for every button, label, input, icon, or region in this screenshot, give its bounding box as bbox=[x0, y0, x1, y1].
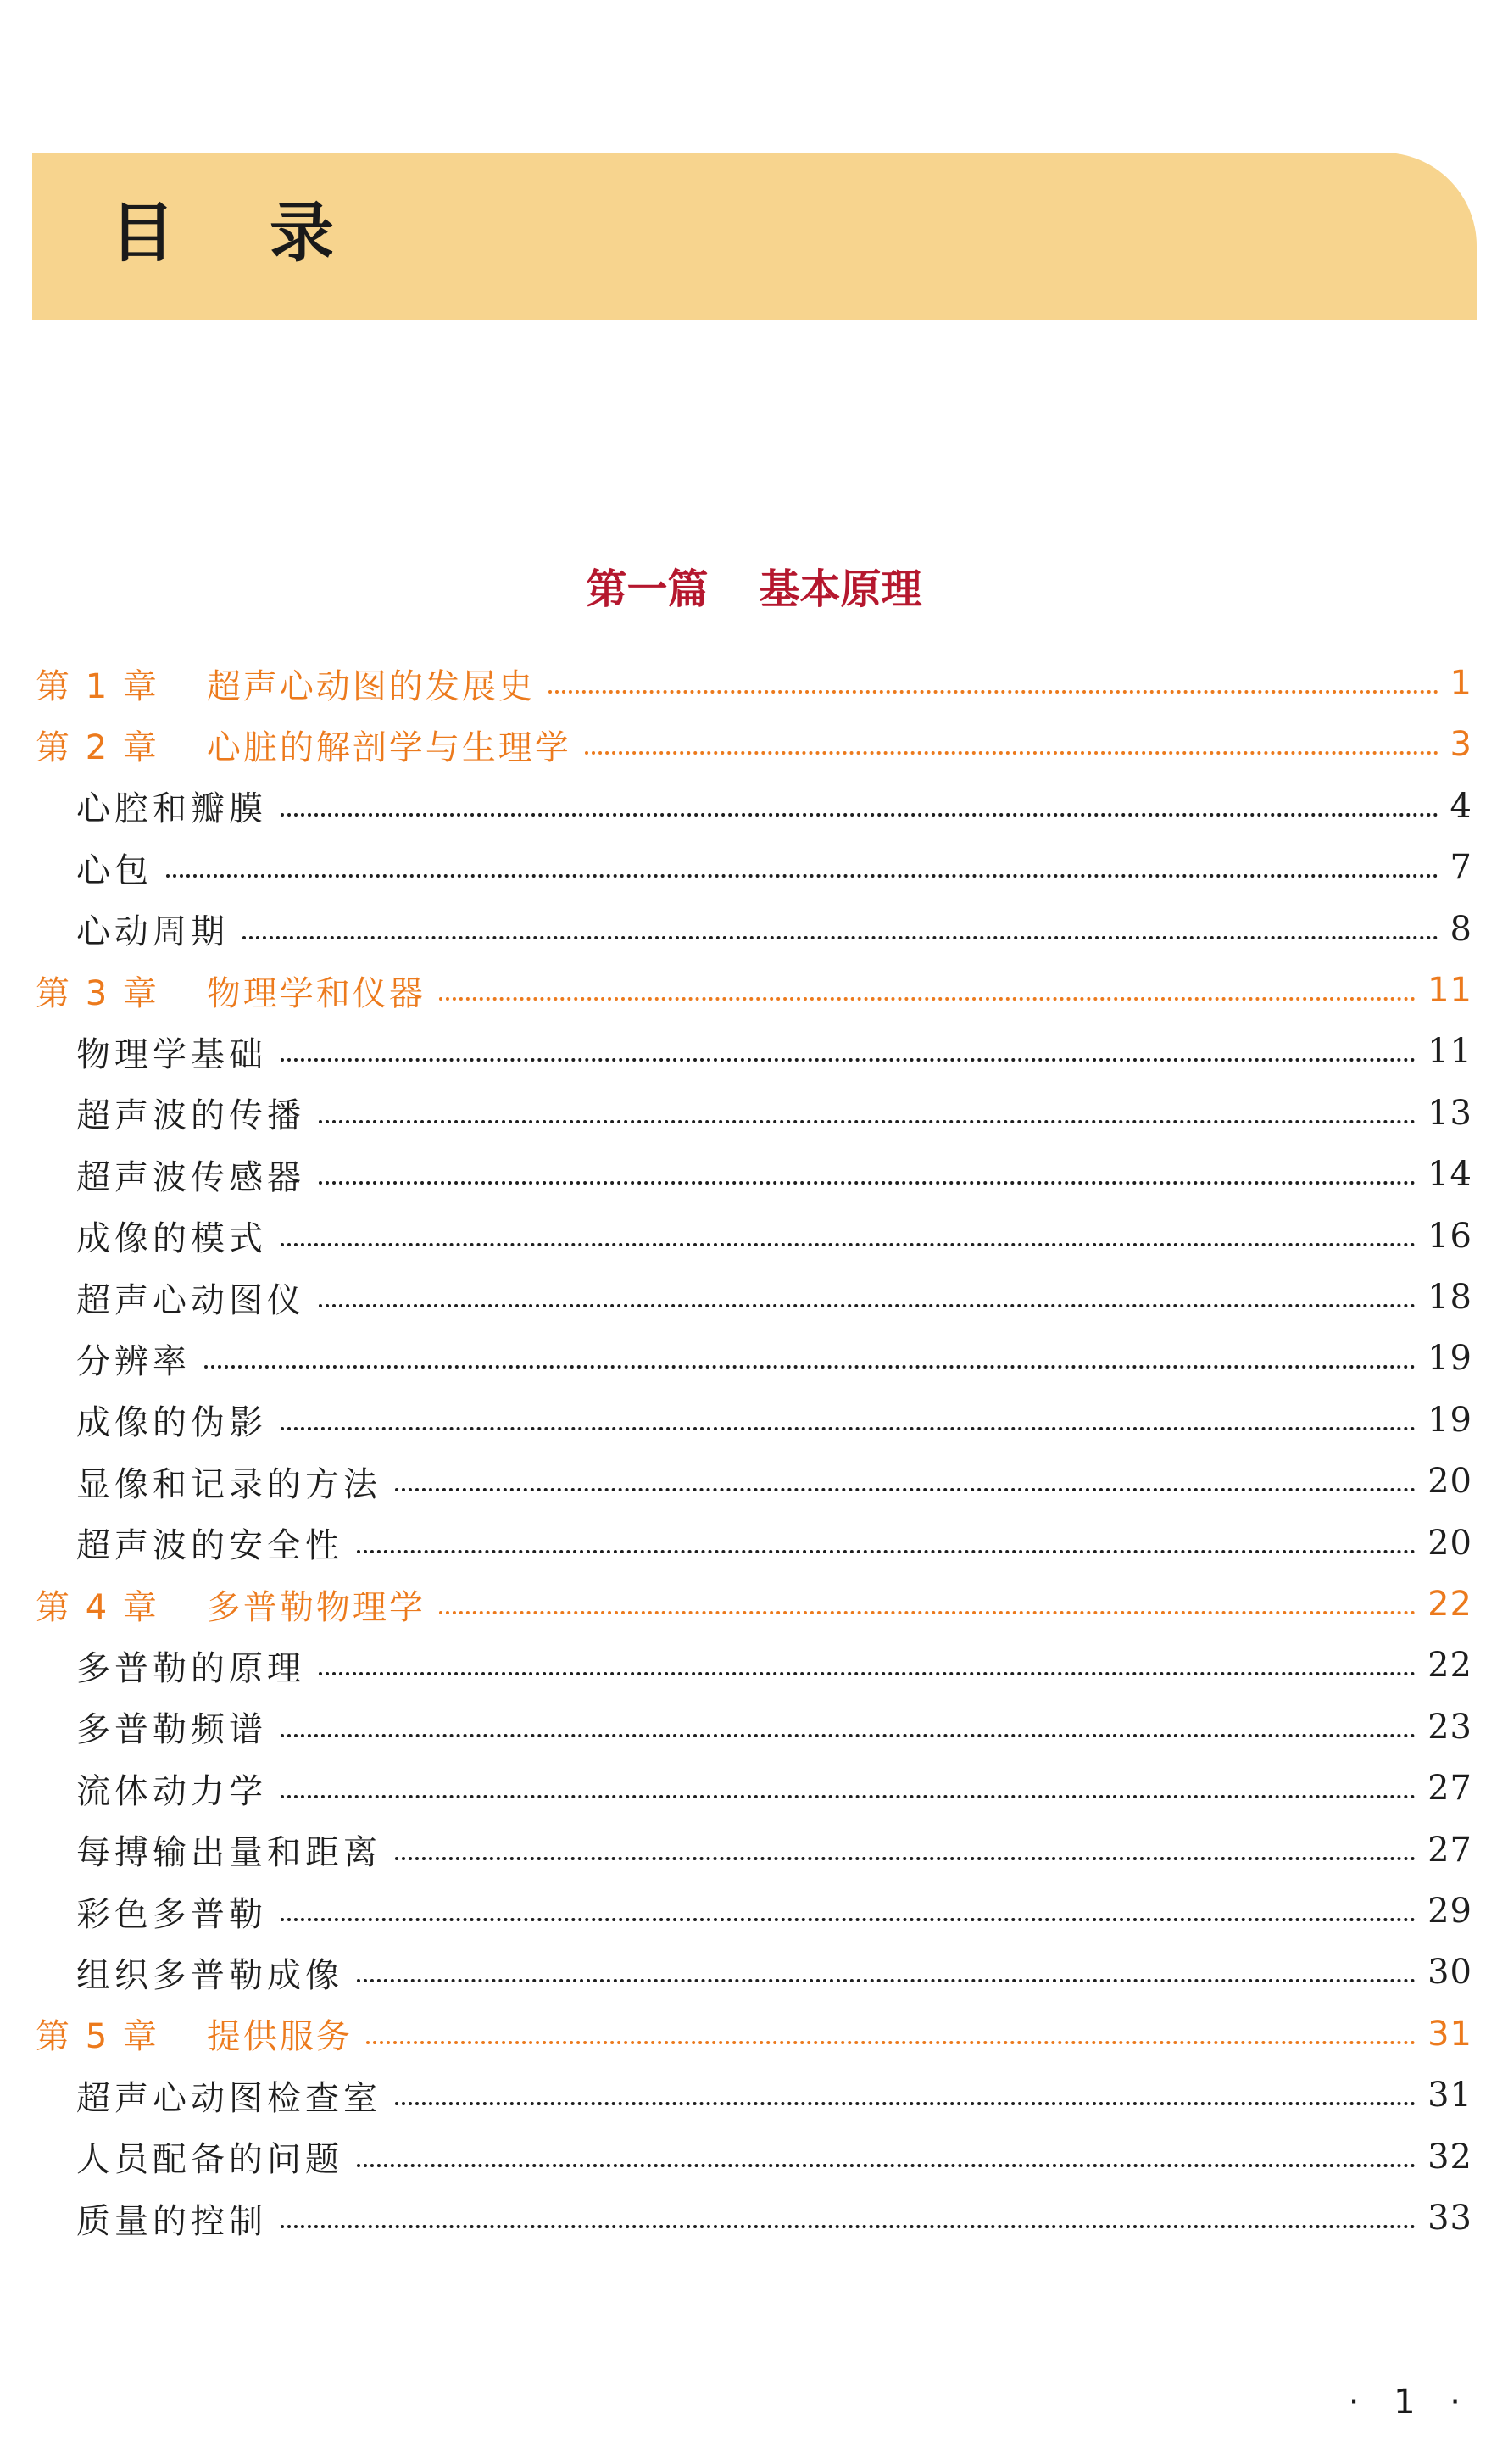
toc-entry-title: 物理学基础 bbox=[76, 1034, 267, 1074]
toc-section-entry[interactable] bbox=[76, 1881, 1472, 1942]
toc-chapter-number: 第 1 章 bbox=[36, 666, 159, 706]
toc-section-entry[interactable] bbox=[76, 899, 1472, 960]
toc-chapter-number: 第 2 章 bbox=[36, 727, 159, 767]
toc-page-number: 7 bbox=[1450, 848, 1472, 888]
toc-chapter-number: 第 4 章 bbox=[36, 1587, 159, 1627]
toc-page-number: 11 bbox=[1427, 1032, 1472, 1072]
toc-entry-title: 超声波的安全性 bbox=[76, 1526, 343, 1566]
toc-section-entry[interactable] bbox=[76, 1758, 1472, 1819]
toc-page-number: 16 bbox=[1427, 1216, 1472, 1256]
toc-section-entry[interactable] bbox=[76, 837, 1472, 898]
page-title-char-2: 录 bbox=[270, 195, 336, 270]
toc-entry-title: 每搏输出量和距离 bbox=[76, 1833, 381, 1873]
toc-page-number: 8 bbox=[1450, 909, 1472, 949]
toc-entry-title: 心包 bbox=[76, 850, 153, 890]
toc-chapter-entry[interactable] bbox=[36, 960, 1472, 1021]
toc-dot-leader bbox=[281, 2225, 1416, 2228]
toc-page-number: 32 bbox=[1427, 2137, 1472, 2177]
toc-dot-leader bbox=[319, 1304, 1416, 1307]
toc-page-number: 1 bbox=[1450, 664, 1472, 703]
toc-page-number: 22 bbox=[1427, 1585, 1472, 1624]
toc-entry-title: 多普勒的原理 bbox=[76, 1648, 305, 1688]
toc-dot-leader bbox=[204, 1365, 1416, 1369]
toc-entry-title: 超声波传感器 bbox=[76, 1157, 305, 1197]
toc-section-entry[interactable] bbox=[76, 2127, 1472, 2188]
toc-dot-leader bbox=[395, 2102, 1416, 2105]
toc-section-entry[interactable] bbox=[76, 1144, 1472, 1205]
toc-section-entry[interactable] bbox=[76, 1083, 1472, 1144]
part-title-name: 基本原理 bbox=[759, 566, 922, 613]
toc-entry-title: 心脏的解剖学与生理学 bbox=[206, 727, 571, 767]
toc-page-number: 13 bbox=[1427, 1093, 1472, 1133]
toc-page-number: 30 bbox=[1427, 1953, 1472, 1993]
toc-entry-title: 流体动力学 bbox=[76, 1771, 267, 1811]
toc-section-entry[interactable] bbox=[76, 1206, 1472, 1267]
page-title-char-1: 目 bbox=[110, 195, 176, 270]
toc-dot-leader bbox=[319, 1120, 1416, 1123]
toc-entry-title: 超声波的传播 bbox=[76, 1096, 305, 1136]
toc-dot-leader bbox=[166, 874, 1438, 878]
toc-dot-leader bbox=[585, 751, 1438, 755]
toc-chapter-entry[interactable] bbox=[36, 714, 1472, 775]
toc-entry-title: 多普勒频谱 bbox=[76, 1710, 267, 1750]
toc-entry-title: 心动周期 bbox=[76, 912, 229, 952]
part-title bbox=[0, 560, 1508, 619]
toc-section-entry[interactable] bbox=[76, 2188, 1472, 2249]
toc-section-entry[interactable] bbox=[76, 1635, 1472, 1696]
toc-entry-title: 多普勒物理学 bbox=[206, 1587, 426, 1627]
toc-entry-title: 超声心动图检查室 bbox=[76, 2078, 381, 2118]
toc-entry-title: 彩色多普勒 bbox=[76, 1894, 267, 1934]
toc-page-number: 20 bbox=[1427, 1523, 1472, 1563]
toc-dot-leader bbox=[357, 1550, 1416, 1553]
toc-chapter-entry[interactable] bbox=[36, 653, 1472, 714]
toc-entry-title: 组织多普勒成像 bbox=[76, 1955, 343, 1995]
toc-dot-leader bbox=[319, 1672, 1416, 1675]
toc-entry-title: 超声心动图的发展史 bbox=[206, 666, 535, 706]
toc-section-entry[interactable] bbox=[76, 1021, 1472, 1082]
toc-dot-leader bbox=[281, 813, 1438, 817]
toc-page-number: 3 bbox=[1450, 725, 1472, 765]
toc-chapter-number: 第 3 章 bbox=[36, 973, 159, 1013]
toc-dot-leader bbox=[548, 690, 1438, 694]
toc-section-entry[interactable] bbox=[76, 776, 1472, 837]
toc-chapter-number: 第 5 章 bbox=[36, 2017, 159, 2057]
toc-entry-title: 分辨率 bbox=[76, 1341, 191, 1381]
toc-entry-title: 成像的伪影 bbox=[76, 1403, 267, 1443]
toc-page-number: 19 bbox=[1427, 1339, 1472, 1379]
toc-entry-title: 物理学和仪器 bbox=[206, 973, 426, 1013]
toc-dot-leader bbox=[439, 1611, 1416, 1614]
toc-section-entry[interactable] bbox=[76, 1267, 1472, 1328]
toc-entry-title: 质量的控制 bbox=[76, 2201, 267, 2241]
toc-section-entry[interactable] bbox=[76, 1942, 1472, 2003]
toc-chapter-entry[interactable] bbox=[36, 1574, 1472, 1635]
toc-dot-leader bbox=[281, 1427, 1416, 1430]
toc-entry-title: 心腔和瓣膜 bbox=[76, 789, 267, 829]
toc-page-number: 11 bbox=[1427, 971, 1472, 1010]
toc-dot-leader bbox=[281, 1058, 1416, 1062]
toc-page-number: 33 bbox=[1427, 2199, 1472, 2238]
page-title bbox=[110, 187, 336, 280]
toc-entry-title: 显像和记录的方法 bbox=[76, 1464, 381, 1504]
toc-dot-leader bbox=[281, 1795, 1416, 1798]
toc-entry-title: 超声心动图仪 bbox=[76, 1280, 305, 1320]
toc-page-number: 18 bbox=[1427, 1278, 1472, 1317]
toc-dot-leader bbox=[281, 1243, 1416, 1246]
header-banner bbox=[32, 153, 1477, 320]
toc-section-entry[interactable] bbox=[76, 1820, 1472, 1881]
part-title-number: 第一篇 bbox=[586, 566, 709, 613]
toc-page-number: 23 bbox=[1427, 1707, 1472, 1747]
toc-page-number: 22 bbox=[1427, 1646, 1472, 1686]
toc-page-number: 31 bbox=[1427, 2014, 1472, 2054]
toc-dot-leader bbox=[366, 2041, 1416, 2044]
toc-page-number: 27 bbox=[1427, 1830, 1472, 1870]
toc-page-number: 29 bbox=[1427, 1892, 1472, 1931]
toc-page-number: 31 bbox=[1427, 2076, 1472, 2116]
toc-section-entry[interactable] bbox=[76, 1328, 1472, 1389]
toc-page-number: 27 bbox=[1427, 1769, 1472, 1809]
toc-entry-title: 成像的模式 bbox=[76, 1219, 267, 1259]
toc-dot-leader bbox=[281, 1734, 1416, 1737]
toc-page-number: 14 bbox=[1427, 1155, 1472, 1195]
toc-page-number: 4 bbox=[1450, 786, 1472, 826]
toc-chapter-entry[interactable] bbox=[36, 2004, 1472, 2065]
toc-dot-leader bbox=[357, 2164, 1416, 2167]
toc-section-entry[interactable] bbox=[76, 1513, 1472, 1574]
toc-dot-leader bbox=[357, 1979, 1416, 1982]
toc-section-entry[interactable] bbox=[76, 1451, 1472, 1512]
toc-entry-title: 人员配备的问题 bbox=[76, 2140, 343, 2180]
toc-dot-leader bbox=[395, 1488, 1416, 1491]
toc-section-entry[interactable] bbox=[76, 2065, 1472, 2126]
toc-entry-title: 提供服务 bbox=[206, 2017, 353, 2057]
toc-section-entry[interactable] bbox=[76, 1390, 1472, 1451]
toc-dot-leader bbox=[439, 997, 1416, 1001]
toc-section-entry[interactable] bbox=[76, 1697, 1472, 1758]
toc-page-number: 20 bbox=[1427, 1462, 1472, 1502]
toc-dot-leader bbox=[242, 936, 1438, 939]
toc-dot-leader bbox=[319, 1181, 1416, 1185]
toc-page-number: 19 bbox=[1427, 1400, 1472, 1440]
page-number: · 1 · bbox=[1348, 2383, 1472, 2422]
toc-dot-leader bbox=[395, 1857, 1416, 1860]
toc-dot-leader bbox=[281, 1918, 1416, 1921]
